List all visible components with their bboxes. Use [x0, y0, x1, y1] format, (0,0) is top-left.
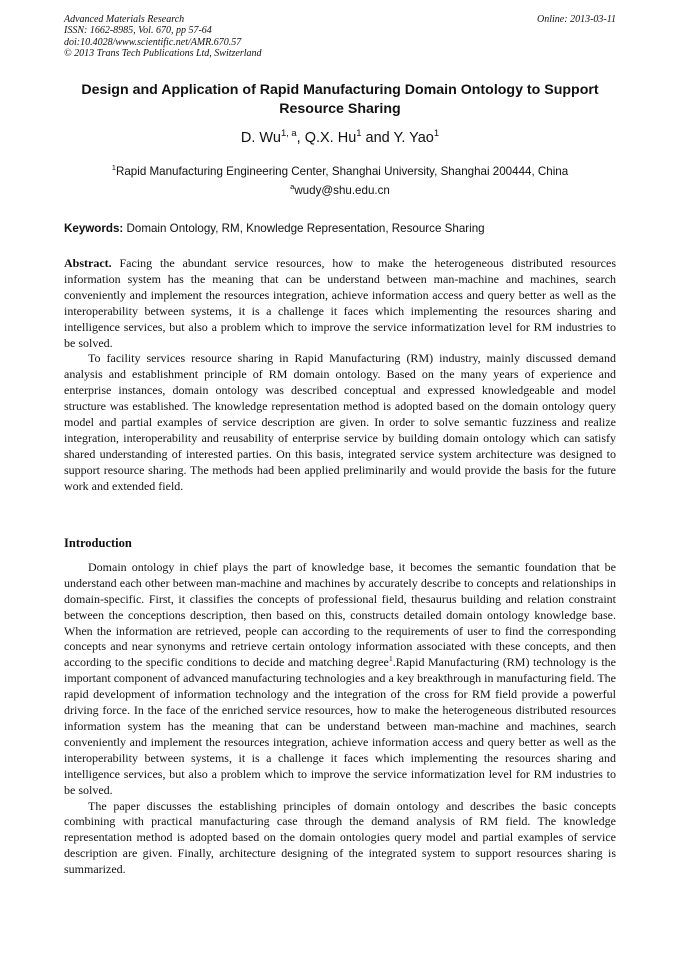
- abstract-paragraph-1: [64, 256, 616, 351]
- author-3: Y. Yao: [393, 130, 434, 146]
- author-2: Q.X. Hu: [304, 130, 357, 146]
- copyright-line: © 2013 Trans Tech Publications Ltd, Switzerland: [64, 48, 262, 60]
- keywords: [64, 221, 616, 237]
- paper-title: Design and Application of Rapid Manufacturing Domain Ontology to Support Resource Sharing: [81, 82, 599, 117]
- introduction-section: [64, 536, 616, 878]
- abstract-text-1: Facing the abundant service resources, how to make the heterogeneous distributed resources information system has the meaning that can be understand between man-machine and machines, search conveniently and implement the resources integration, achieve information access and query better as well as the interoperability between systems, it is a challenge it faces which implementing the resources sharing and intelligence services, but also a problem which to improve the service informatization level for RM industries to be solved.: [64, 256, 616, 350]
- affiliation: [64, 162, 616, 181]
- abstract-paragraph-2: To facility services resource sharing in Rapid Manufacturing (RM) industry, mainly discussed demand analysis and establishment principle of RM domain ontology. Based on the many years of experience and enterprise instances, domain ontology was described conceptual and expressed knowledgeable and model structure was established. The knowledge representation method is adopted based on the domain ontology query model and partial examples of service description are given. In order to solve semantic fuzziness and realize integration, interoperability and reusability of enterprise service by building domain ontology which can satisfy shared understanding of interested parties. On this basis, integrated service system architecture was designed to support resource sharing. The methods had been applied preliminarily and would provide the basis for the future work and extended field.: [64, 351, 616, 493]
- intro-paragraph-1: [64, 560, 616, 799]
- email-line: [64, 181, 616, 200]
- section-heading: Introduction: [64, 536, 132, 550]
- reference-mark[interactable]: 1: [388, 654, 393, 664]
- keywords-text: Domain Ontology, RM, Knowledge Representation, Resource Sharing: [123, 222, 485, 235]
- author-1-affil-mark: 1, a: [280, 127, 297, 139]
- author-2-affil-mark: 1: [356, 127, 362, 139]
- abstract-label: Abstract.: [64, 256, 112, 270]
- affiliation-block: [64, 162, 616, 200]
- keywords-label: Keywords:: [64, 222, 124, 235]
- abstract-section: [64, 256, 616, 495]
- email-mark: a: [290, 182, 295, 192]
- affiliation-mark: 1: [111, 163, 116, 173]
- online-date: Online: 2013-03-11: [537, 14, 616, 25]
- doi-line[interactable]: doi:10.4028/www.scientific.net/AMR.670.57: [64, 36, 242, 48]
- intro-text-1a: Domain ontology in chief plays the part of knowledge base, it becomes the semantic foundation that be understand each other between man-machine and machines by accurately describe to concepts and relationships in domain-specific. First, it classifies the concepts of professional field, thesaurus building and relation constraint between the conceptions description, then based on this, constructs detailed domain ontology knowledge base. When the information are retrieved, people can according to the requirements of user to find the corresponding concepts and near synonyms and retrieve certain ontology information associated with these concepts, and then according to the specific conditions to decide and matching degree: [64, 559, 616, 670]
- author-line: [64, 128, 616, 148]
- intro-paragraph-2: The paper discusses the establishing principles of domain ontology and describes the basic concepts combining with practical manufacturing case through the demand analysis of RM field. The knowledge representation method is adopted based on the domain ontologies query model and partial examples of service description are given. Finally, architecture designing of the integrated system to support resources sharing is summarized.: [64, 798, 616, 877]
- author-separator: and: [361, 130, 394, 146]
- intro-text-1b: .Rapid Manufacturing (RM) technology is the important component of advanced manufacturing technologies and a key breakthrough in manufacturing field. The rapid development of information technology and the integration of the cross for RM field provide a powerful driving force. In the face of the enriched service resources, how to make the heterogeneous distributed resources information system has the meaning that can be understand between man-machine and machines, search conveniently and implement the resources integration, achieve information access and query better as well as the interoperability between systems, it is a challenge it faces which implementing the resources sharing and intelligence services, but also a problem which to improve the service informatization level for RM industries to be solved.: [64, 655, 617, 797]
- author-3-affil-mark: 1: [433, 127, 440, 139]
- author-email[interactable]: wudy@shu.edu.cn: [294, 184, 390, 197]
- author-separator: ,: [296, 130, 305, 146]
- journal-header: [64, 14, 616, 60]
- issn-line: ISSN: 1662-8985, Vol. 670, pp 57-64: [64, 25, 212, 37]
- affiliation-text: Rapid Manufacturing Engineering Center, Shanghai University, Shanghai 200444, China: [115, 165, 569, 178]
- author-1: D. Wu: [240, 130, 281, 146]
- journal-name: Advanced Materials Research: [64, 14, 185, 25]
